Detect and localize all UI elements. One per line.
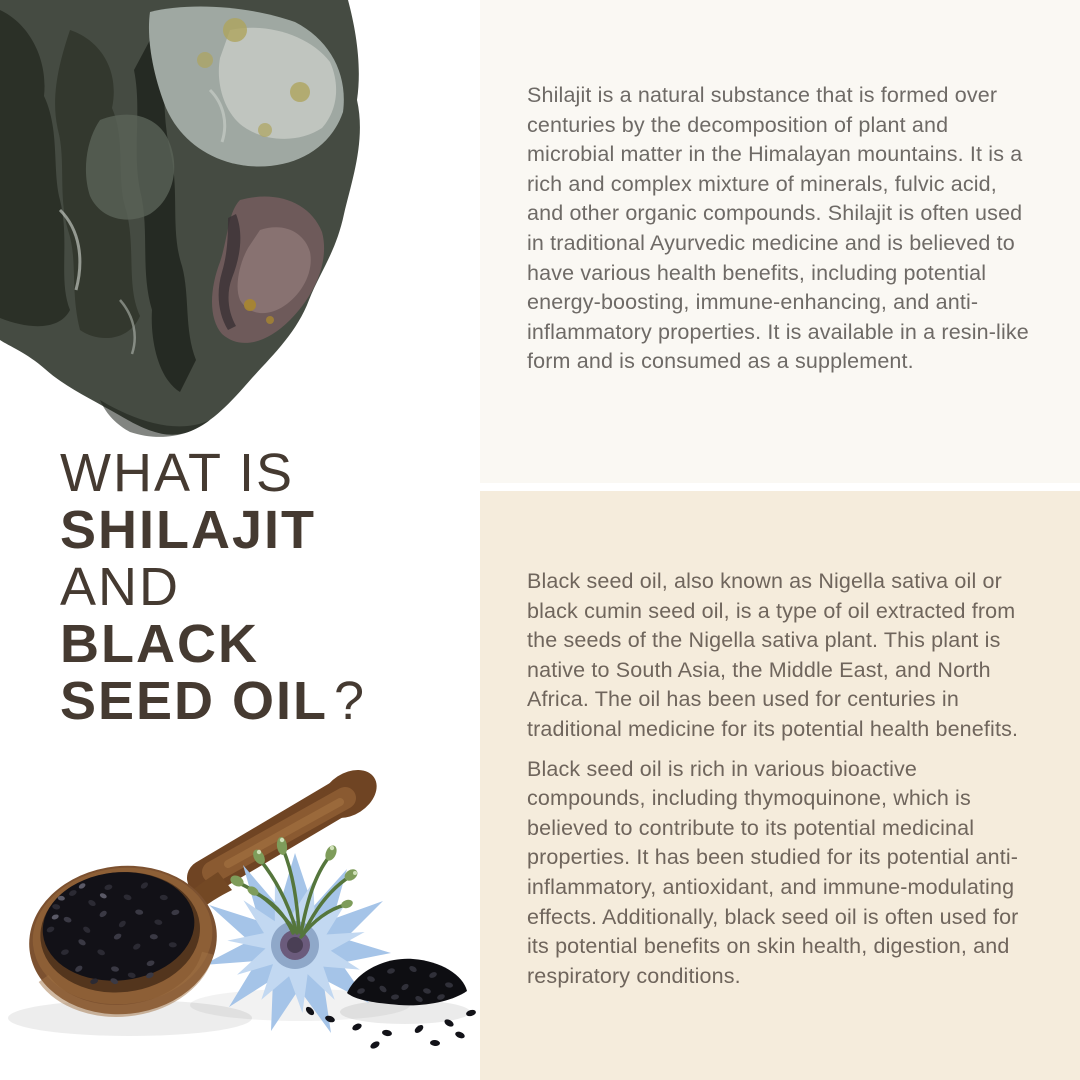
heading-line-2: SHILAJIT — [60, 500, 317, 560]
heading-line-4: BLACK — [60, 614, 259, 674]
shilajit-paragraph: Shilajit is a natural substance that is formed over centuries by the decomposition of plant and microbial matter in the Himalayan mountains. It is a rich and complex mixture of minerals, fulvic acid, and other organic compounds. Shilajit is often used in traditional Ayurvedic medicine and is believed to have various health benefits, including potential energy-boosting, immune-enhancing, and anti-inflammatory properties. It is available in a resin-like form and is consumed as a supplement. — [527, 83, 1029, 374]
black-seed-paragraph-1: Black seed oil, also known as Nigella sativa oil or black cumin seed oil, is a type of oil extracted from the seeds of the Nigella sativa plant. This plant is native to South Asia, the Middle East, and North Africa. The oil has been used for centuries in traditional medicine for its potential health benefits. — [527, 569, 1019, 741]
black-seed-description-panel — [480, 491, 1080, 1080]
rock-body — [0, 0, 360, 437]
black-seed-paragraph-2: Black seed oil is rich in various bioactive compounds, including thymoquinone, which is believed to contribute to its potential medicinal properties. It has been studied for its potential anti-inflammatory, antioxidant, and immune-modulating effects. Additionally, black seed oil is often used for its potential benefits on skin health, digestion, and respiratory conditions. — [527, 756, 1019, 988]
heading-line-3: AND — [60, 557, 181, 617]
shilajit-rock-image — [0, 0, 372, 440]
page-title — [60, 445, 366, 730]
heading-line-5-text: SEED OIL — [60, 671, 329, 731]
heading-line-1: WHAT IS — [60, 443, 295, 503]
heading-line-5 — [60, 673, 366, 730]
heading-question-mark: ? — [334, 671, 367, 731]
black-seed-oil-image — [0, 750, 480, 1080]
shilajit-description-panel — [480, 0, 1080, 483]
